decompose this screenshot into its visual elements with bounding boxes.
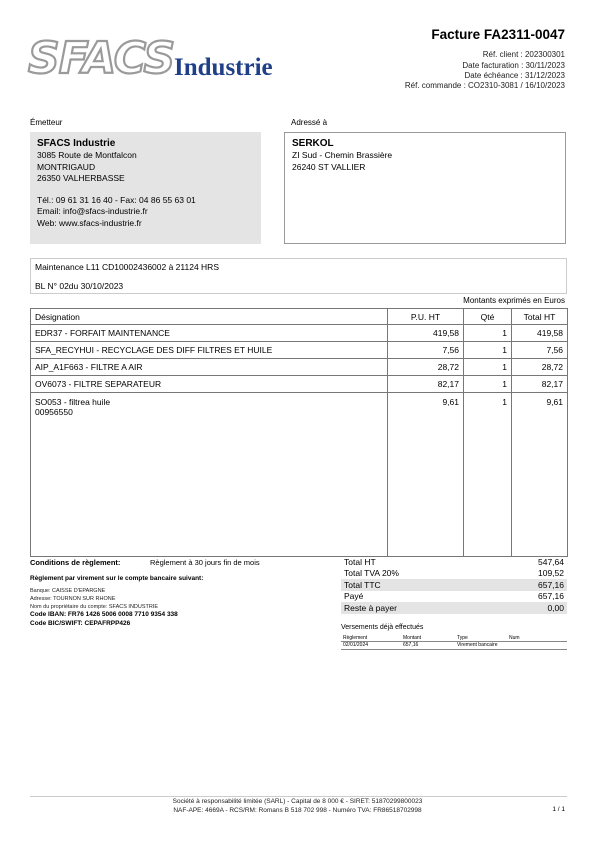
payment-conditions-value: Règlement à 30 jours fin de mois — [150, 558, 260, 567]
total-label: Reste à payer — [341, 602, 489, 614]
item-designation-cell — [31, 393, 388, 557]
client-reference: Réf. client : 202300301 — [482, 50, 565, 59]
iban-code: Code IBAN: FR76 1426 5006 0008 7710 9354 338 — [30, 611, 178, 618]
item-unit-price: 7,56 — [388, 342, 464, 359]
emitter-web: Web: www.sfacs-industrie.fr — [37, 217, 142, 228]
currency-note: Montants exprimés en Euros — [463, 296, 565, 305]
due-date: Date échéance : 31/12/2023 — [464, 71, 565, 80]
payments-header-row — [341, 634, 567, 642]
bank-address: Adresse: TOURNON SUR RHONE — [30, 596, 116, 602]
table-row — [341, 642, 567, 650]
payments-header-type: Type — [455, 634, 507, 642]
items-header-row — [31, 309, 568, 325]
table-row — [31, 342, 568, 359]
bank-transfer-title: Règlement par virement sur le compte bancaire suivant: — [30, 575, 204, 582]
logo-brand: SFACS — [28, 33, 175, 84]
notes-line-1: Maintenance L11 CD10002436002 à 21124 HRS — [35, 262, 219, 272]
total-label: Total TVA 20% — [344, 568, 399, 579]
table-row — [31, 325, 568, 342]
recipient-name: SERKOL — [292, 138, 334, 149]
emitter-phone: Tél.: 09 61 31 16 40 - Fax: 04 86 55 63 01 — [37, 194, 196, 205]
payments-made-title: Versements déjà effectués — [341, 624, 424, 631]
invoice-title: Facture FA2311-0047 — [431, 27, 565, 42]
item-quantity: 1 — [464, 393, 512, 557]
item-quantity: 1 — [464, 325, 512, 342]
recipient-address-1: ZI Sud - Chemin Brassière — [292, 150, 393, 160]
item-designation: SO053 - filtrea huile — [35, 397, 111, 407]
item-designation: EDR37 - FORFAIT MAINTENANCE — [31, 325, 388, 342]
item-quantity: 1 — [464, 376, 512, 393]
bic-code: Code BIC/SWIFT: CEPAFRPP426 — [30, 620, 131, 627]
totals-table — [341, 556, 567, 614]
account-owner: Nom du propriétaire du compte: SFACS INDUSTRIE — [30, 604, 159, 610]
payments-header-num: Num — [507, 634, 567, 642]
total-row — [341, 568, 567, 580]
payments-header-date: Règlement — [341, 634, 401, 642]
invoice-notes — [30, 258, 567, 294]
total-row — [341, 556, 567, 568]
payments-header-amount: Montant — [401, 634, 455, 642]
emitter-name: SFACS Industrie — [37, 138, 116, 149]
total-value: 657,16 — [489, 579, 567, 591]
total-value: 0,00 — [489, 602, 567, 614]
total-label: Total TTC — [341, 579, 489, 591]
item-quantity: 1 — [464, 342, 512, 359]
header-quantity: Qté — [464, 309, 512, 325]
emitter-address-2: MONTRIGAUD — [37, 161, 96, 172]
recipient-address-2: 26240 ST VALLIER — [292, 161, 366, 172]
logo-tagline: Industrie — [174, 54, 273, 81]
item-designation: AIP_A1F663 - FILTRE A AIR — [31, 359, 388, 376]
emitter-block — [30, 132, 261, 244]
order-reference: Réf. commande : CO2310-3081 / 16/10/2023 — [404, 81, 565, 90]
item-unit-price: 28,72 — [388, 359, 464, 376]
table-row — [31, 359, 568, 376]
items-table — [30, 308, 568, 557]
payment-date: 02/01/2024 — [341, 642, 401, 650]
table-row — [31, 376, 568, 393]
header-unit-price: P.U. HT — [388, 309, 464, 325]
payment-type: Virement bancaire — [455, 642, 507, 650]
footer-legal-line-2: NAF-APE: 4669A - RCS/RM: Romans B 518 702 998 - Numéro TVA: FR86518702998 — [173, 807, 422, 814]
total-row — [341, 591, 567, 603]
item-unit-price: 419,58 — [388, 325, 464, 342]
table-row — [31, 393, 568, 557]
footer-legal-line-1: Société à responsabilité limitée (SARL) - Capital de 8 000 € - SIRET: 51870299800023 — [172, 798, 423, 805]
item-unit-price: 9,61 — [388, 393, 464, 557]
emitter-address-1: 3085 Route de Montfalcon — [37, 150, 137, 160]
total-value: 547,64 — [538, 556, 564, 567]
recipient-block — [284, 132, 566, 244]
footer-divider — [30, 796, 567, 797]
item-total: 7,56 — [512, 342, 568, 359]
total-value: 657,16 — [538, 591, 564, 602]
item-designation: SFA_RECYHUI - RECYCLAGE DES DIFF FILTRES ET HUILE — [31, 342, 388, 359]
item-total: 419,58 — [512, 325, 568, 342]
item-quantity: 1 — [464, 359, 512, 376]
header-designation: Désignation — [31, 309, 388, 325]
header-total: Total HT — [512, 309, 568, 325]
total-label: Total HT — [344, 556, 376, 567]
billing-date: Date facturation : 30/11/2023 — [462, 61, 565, 70]
total-row — [341, 602, 567, 614]
page-number: 1 / 1 — [552, 806, 565, 813]
emitter-email: Email: info@sfacs-industrie.fr — [37, 206, 148, 216]
notes-line-2: BL N° 02du 30/10/2023 — [35, 281, 124, 291]
total-row — [341, 579, 567, 591]
payment-amount: 657,16 — [401, 642, 455, 650]
company-logo — [28, 34, 286, 84]
item-unit-price: 82,17 — [388, 376, 464, 393]
item-total: 28,72 — [512, 359, 568, 376]
emitter-address-3: 26350 VALHERBASSE — [37, 173, 125, 183]
payments-made-table — [341, 634, 567, 650]
payment-num — [507, 642, 567, 650]
item-designation-extra: 00956550 — [35, 407, 73, 417]
emitter-caption: Émetteur — [30, 118, 63, 127]
total-value: 109,52 — [538, 568, 564, 579]
item-designation: OV6073 - FILTRE SEPARATEUR — [31, 376, 388, 393]
bank-name: Banque: CAISSE D'EPARGNE — [30, 588, 106, 594]
recipient-caption: Adressé à — [291, 118, 328, 127]
payment-conditions-label: Conditions de règlement: — [30, 558, 121, 567]
item-total: 82,17 — [512, 376, 568, 393]
item-total: 9,61 — [512, 393, 568, 557]
total-label: Payé — [344, 591, 364, 602]
